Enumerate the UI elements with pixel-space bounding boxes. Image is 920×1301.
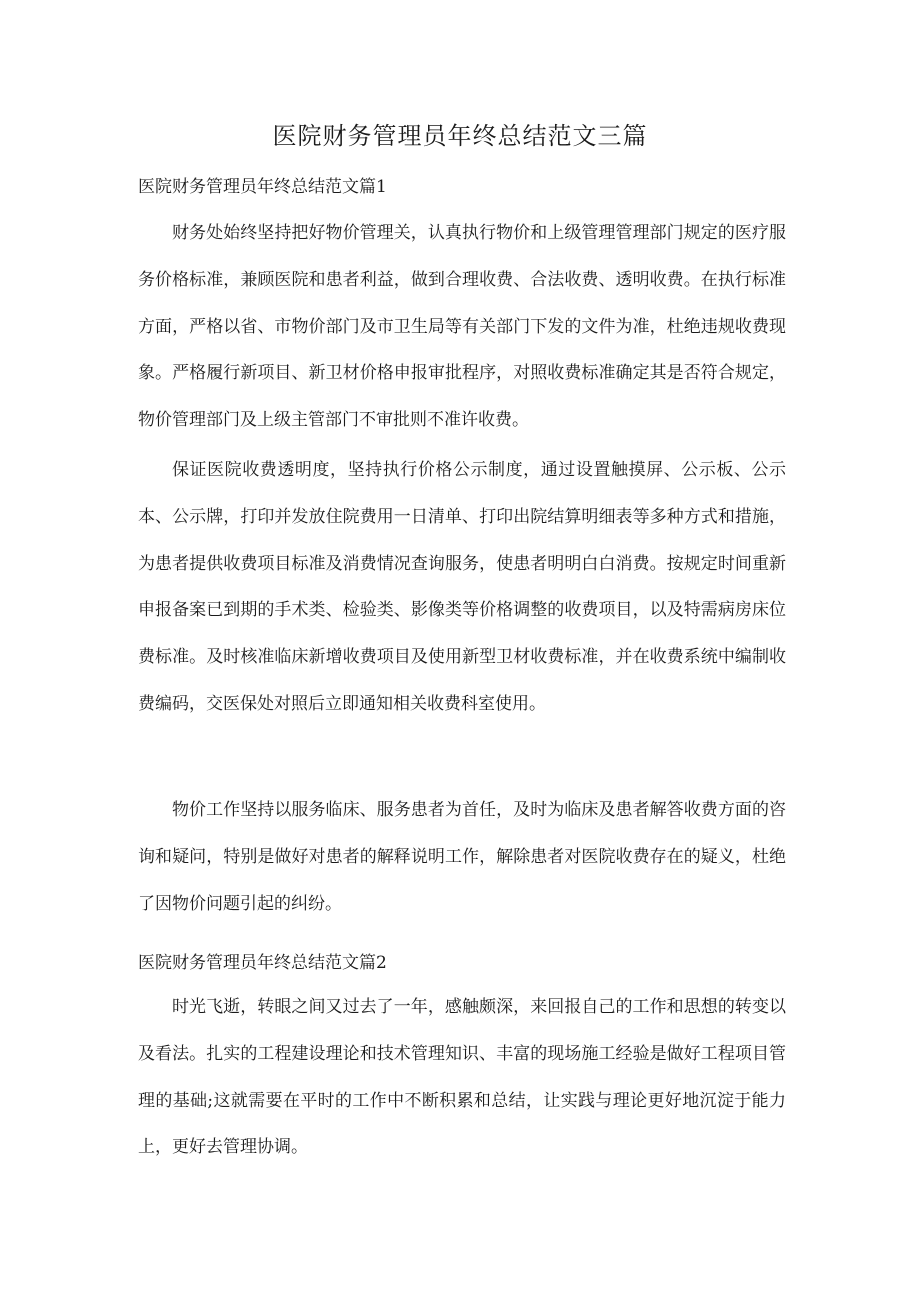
section-heading-2: 医院财务管理员年终总结范文篇2 (138, 953, 387, 973)
section-heading-1: 医院财务管理员年终总结范文篇1 (138, 177, 387, 197)
paragraph: 保证医院收费透明度，坚持执行价格公示制度，通过设置触摸屏、公示板、公示本、公示牌，打印并发放住院费用一日清单、打印出院结算明细表等多种方式和措施，为患者提供收费项目标准及消费情况查询服务，使患者明明白白消费。按规定时间重新申报备案已到期的手术类、检验类、影像类等价格调整的收费项目，以及特需病房床位费标准。及时核准临床新增收费项目及使用新型卫材收费标准，并在收费系统中编制收费编码，交医保处对照后立即通知相关收费科室使用。 (138, 460, 786, 714)
document-title: 医院财务管理员年终总结范文三篇 (272, 122, 648, 150)
paragraph: 物价工作坚持以服务临床、服务患者为首任，及时为临床及患者解答收费方面的咨询和疑问，特别是做好对患者的解释说明工作，解除患者对医院收费存在的疑义，杜绝了因物价问题引起的纠纷。 (138, 800, 786, 914)
paragraph: 时光飞逝，转眼之间又过去了一年，感触颇深，来回报自己的工作和思想的转变以及看法。扎实的工程建设理论和技术管理知识、丰富的现场施工经验是做好工程项目管理的基础;这就需要在平时的工作中不断积累和总结，让实践与理论更好地沉淀于能力上，更好去管理协调。 (138, 997, 786, 1158)
paragraph: 财务处始终坚持把好物价管理关，认真执行物价和上级管理管理部门规定的医疗服务价格标准，兼顾医院和患者利益，做到合理收费、合法收费、透明收费。在执行标准方面，严格以省、市物价部门及市卫生局等有关部门下发的文件为准，杜绝违规收费现象。严格履行新项目、新卫材价格申报审批程序，对照收费标准确定其是否符合规定，物价管理部门及上级主管部门不审批则不准许收费。 (138, 223, 786, 431)
